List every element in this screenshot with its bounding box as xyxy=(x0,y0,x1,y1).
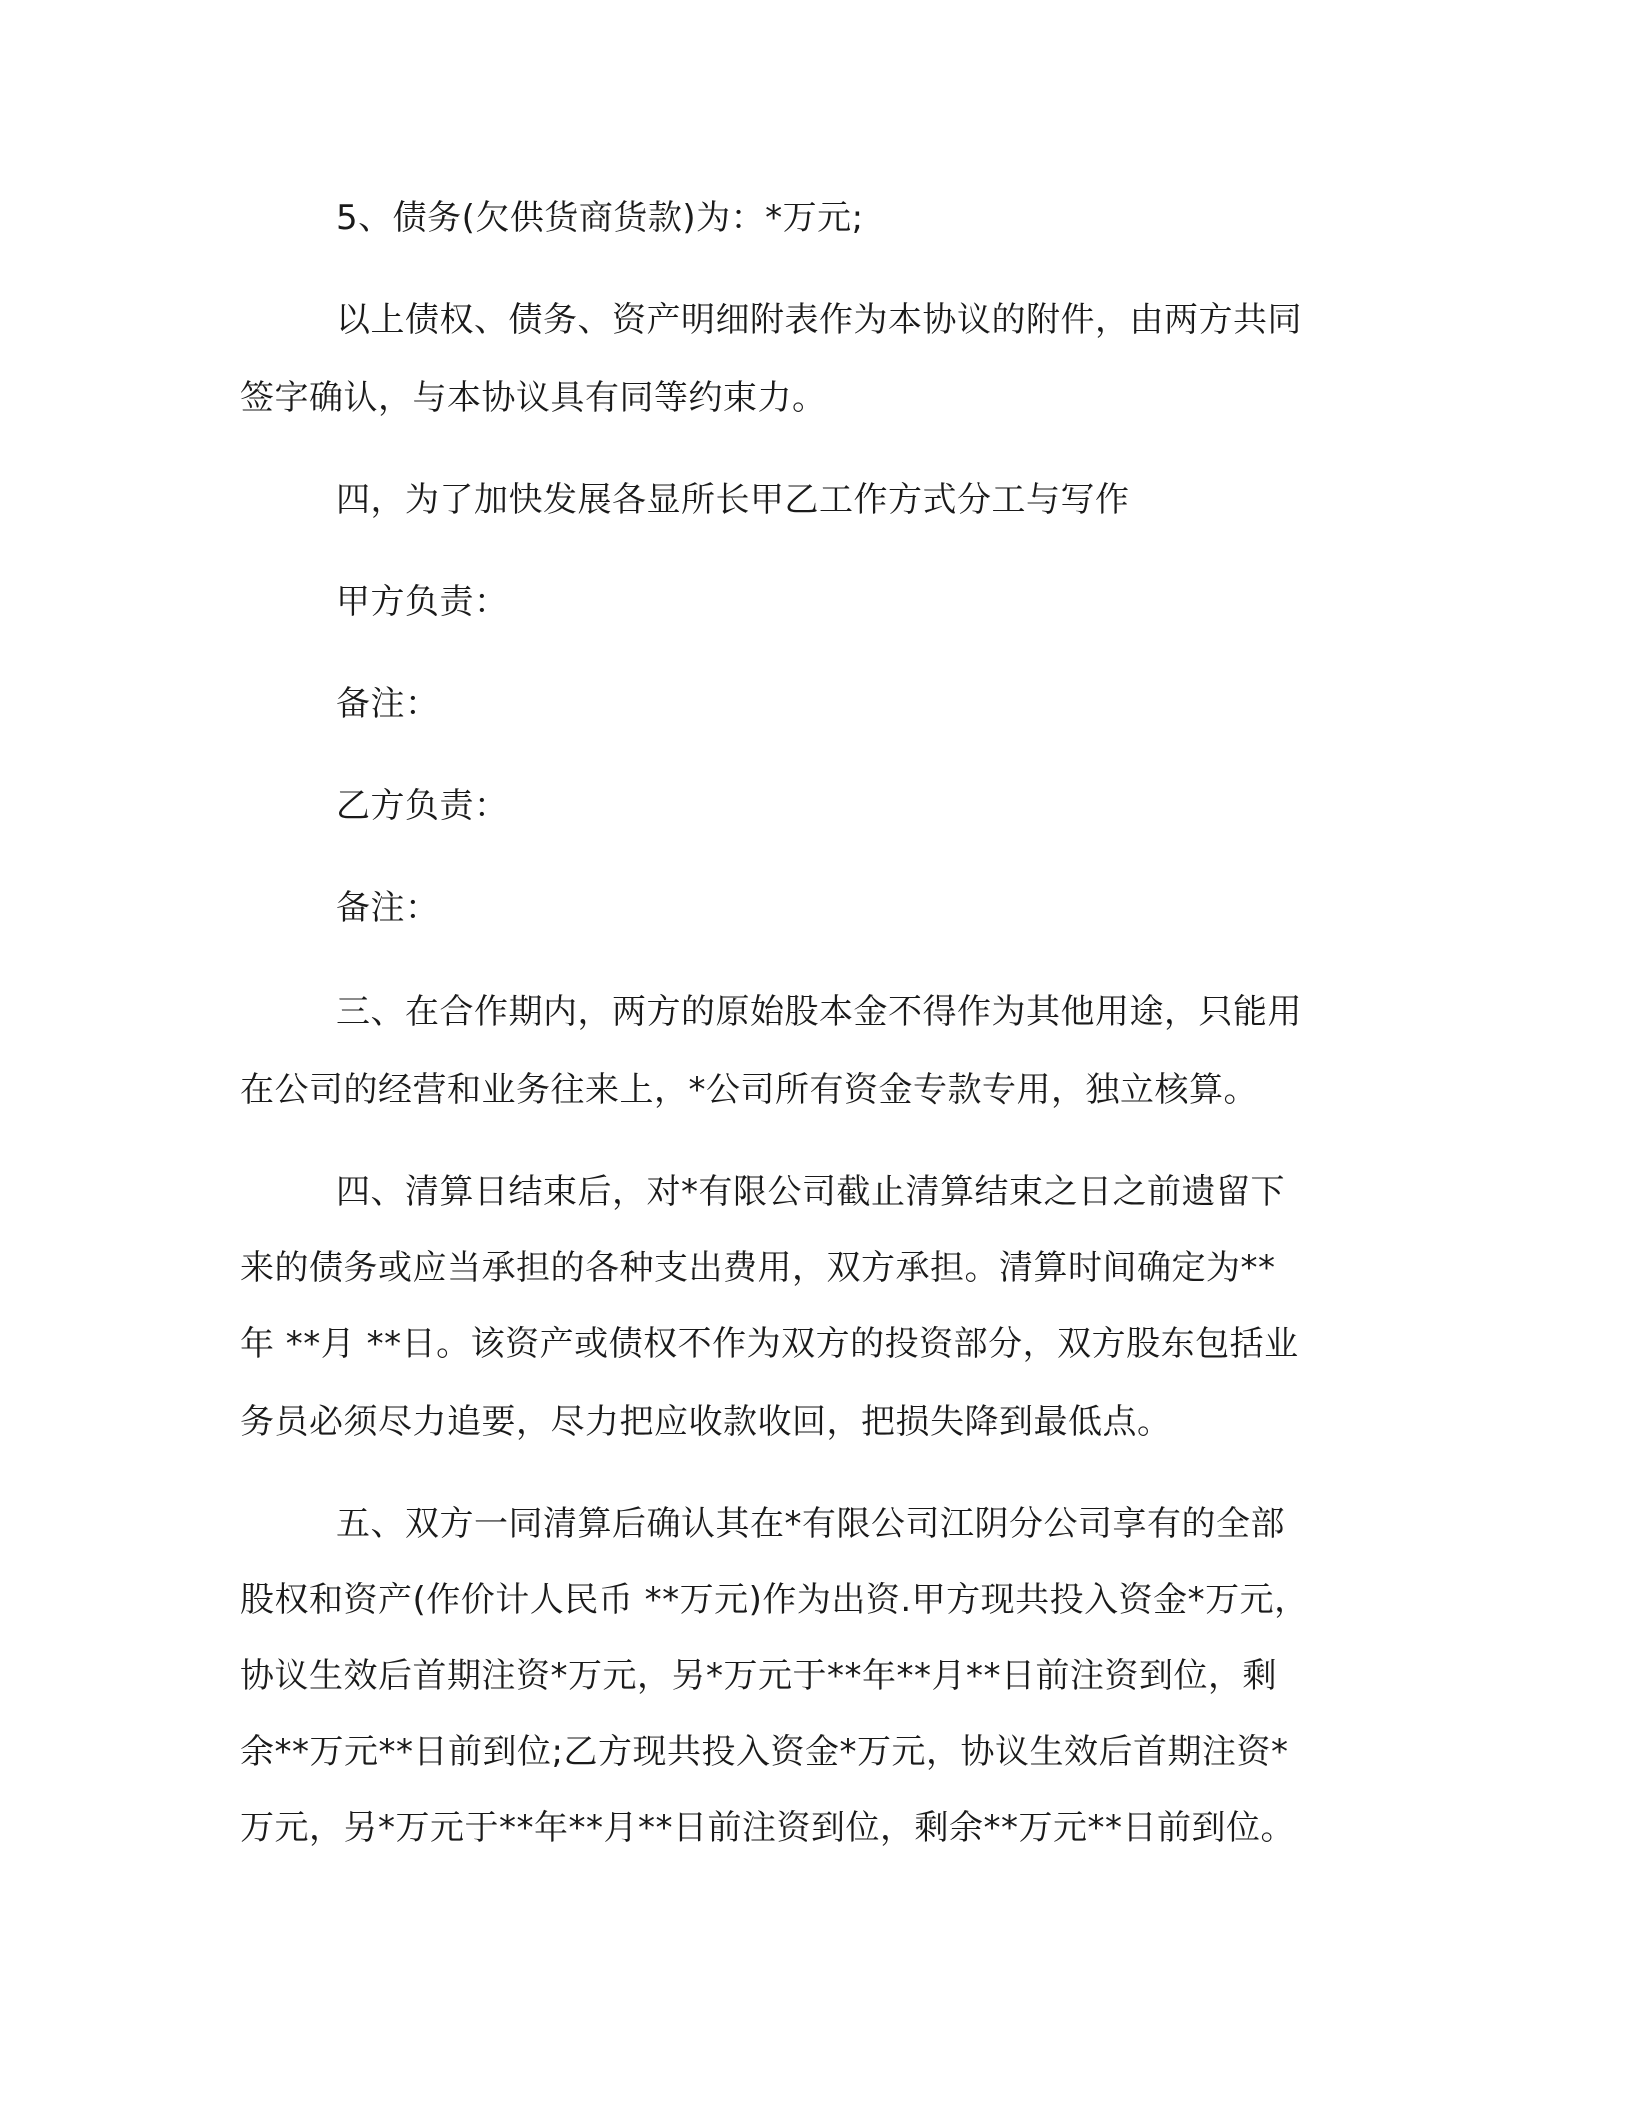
clause-five-line-3: 协议生效后首期注资*万元，另*万元于**年**月**日前注资到位，剩 xyxy=(240,1656,1277,1696)
clause-five-line-1: 五、双方一同清算后确认其在*有限公司江阴分公司享有的全部 xyxy=(336,1504,1285,1544)
attachment-note-line-2: 签字确认，与本协议具有同等约束力。 xyxy=(240,378,827,418)
party-a-remarks-label: 备注： xyxy=(336,684,440,724)
clause-four-line-2: 来的债务或应当承担的各种支出费用，双方承担。清算时间确定为** xyxy=(240,1248,1276,1288)
party-b-remarks-label: 备注： xyxy=(336,888,440,928)
party-a-responsibility-label: 甲方负责： xyxy=(336,582,509,622)
clause-four-line-1: 四、清算日结束后，对*有限公司截止清算结束之日之前遗留下 xyxy=(336,1172,1285,1212)
clause-three-line-1: 三、在合作期内，两方的原始股本金不得作为其他用途，只能用 xyxy=(336,992,1302,1032)
clause-five-line-5: 万元，另*万元于**年**月**日前注资到位，剩余**万元**日前到位。 xyxy=(240,1808,1295,1848)
clause-three-line-2: 在公司的经营和业务往来上，*公司所有资金专款专用，独立核算。 xyxy=(240,1070,1258,1110)
clause-five-line-2: 股权和资产(作价计人民币 **万元)作为出资.甲方现共投入资金*万元， xyxy=(240,1580,1309,1620)
clause-debt-to-suppliers: 5、债务(欠供货商货款)为：*万元; xyxy=(336,198,864,238)
clause-five-line-4: 余**万元**日前到位;乙方现共投入资金*万元，协议生效后首期注资* xyxy=(240,1732,1289,1772)
clause-four-line-4: 务员必须尽力追要，尽力把应收款收回，把损失降到最低点。 xyxy=(240,1402,1172,1442)
clause-four-line-3: 年 **月 **日。该资产或债权不作为双方的投资部分，双方股东包括业 xyxy=(240,1324,1299,1364)
section-heading-division-of-work: 四，为了加快发展各显所长甲乙工作方式分工与写作 xyxy=(336,480,1130,520)
attachment-note-line-1: 以上债权、债务、资产明细附表作为本协议的附件，由两方共同 xyxy=(336,300,1302,340)
party-b-responsibility-label: 乙方负责： xyxy=(336,786,509,826)
